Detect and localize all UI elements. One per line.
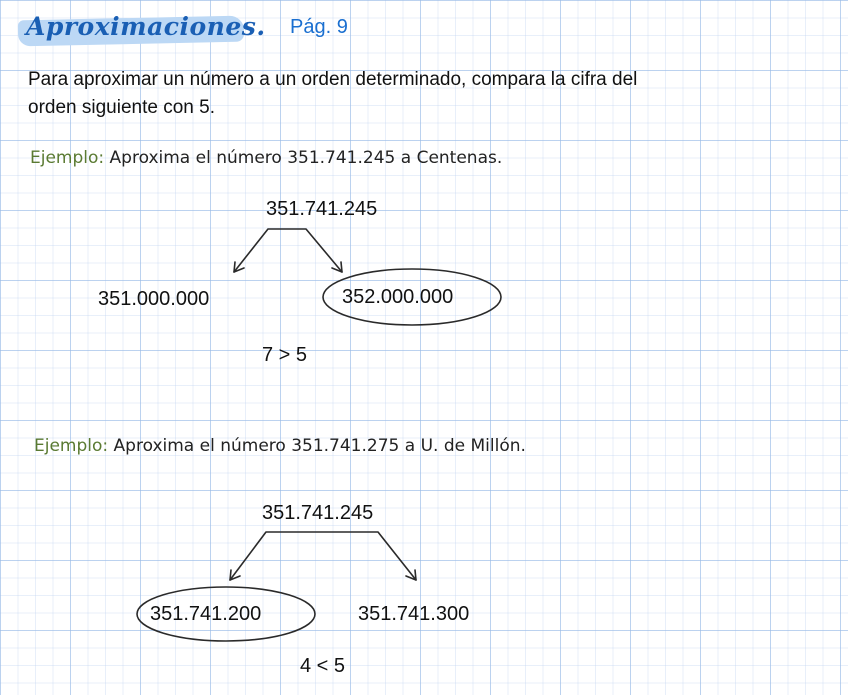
intro-paragraph (28, 66, 808, 122)
example-2-label: Ejemplo: (34, 436, 109, 456)
example-2-right-result: 351.741.300 (358, 603, 470, 625)
page-number: Pág. 9 (290, 16, 348, 38)
example-2-heading (34, 436, 526, 456)
example-1-right-arrowhead (332, 262, 342, 272)
example-1-start-number: 351.741.245 (266, 198, 378, 220)
example-2-left-arrowhead (230, 570, 240, 580)
example-1-right-result: 352.000.000 (342, 286, 454, 308)
example-2-branch-arrows (230, 532, 416, 580)
example-1-left-result: 351.000.000 (98, 288, 210, 310)
example-1-comparison: 7 > 5 (262, 344, 308, 366)
example-1-branch-arrows (234, 229, 342, 272)
page-title (14, 8, 266, 54)
example-2-text: Aproxima el número 351.741.275 a U. de Millón. (108, 436, 526, 456)
example-1-left-arrowhead (234, 262, 244, 272)
example-1-label: Ejemplo: (30, 148, 105, 168)
example-1-heading (30, 148, 502, 168)
example-2-right-arrowhead (406, 570, 416, 580)
intro-line-1: Para aproximar un número a un orden determinado, compara la cifra del (28, 69, 638, 90)
title-text: Aproximaciones. (26, 12, 266, 41)
example-2-comparison: 4 < 5 (300, 655, 346, 677)
example-2-start-number: 351.741.245 (262, 502, 374, 524)
example-2-left-result: 351.741.200 (150, 603, 262, 625)
example-1-text: Aproxima el número 351.741.245 a Centenas. (104, 148, 503, 168)
intro-line-2: orden siguiente con 5. (28, 97, 215, 118)
